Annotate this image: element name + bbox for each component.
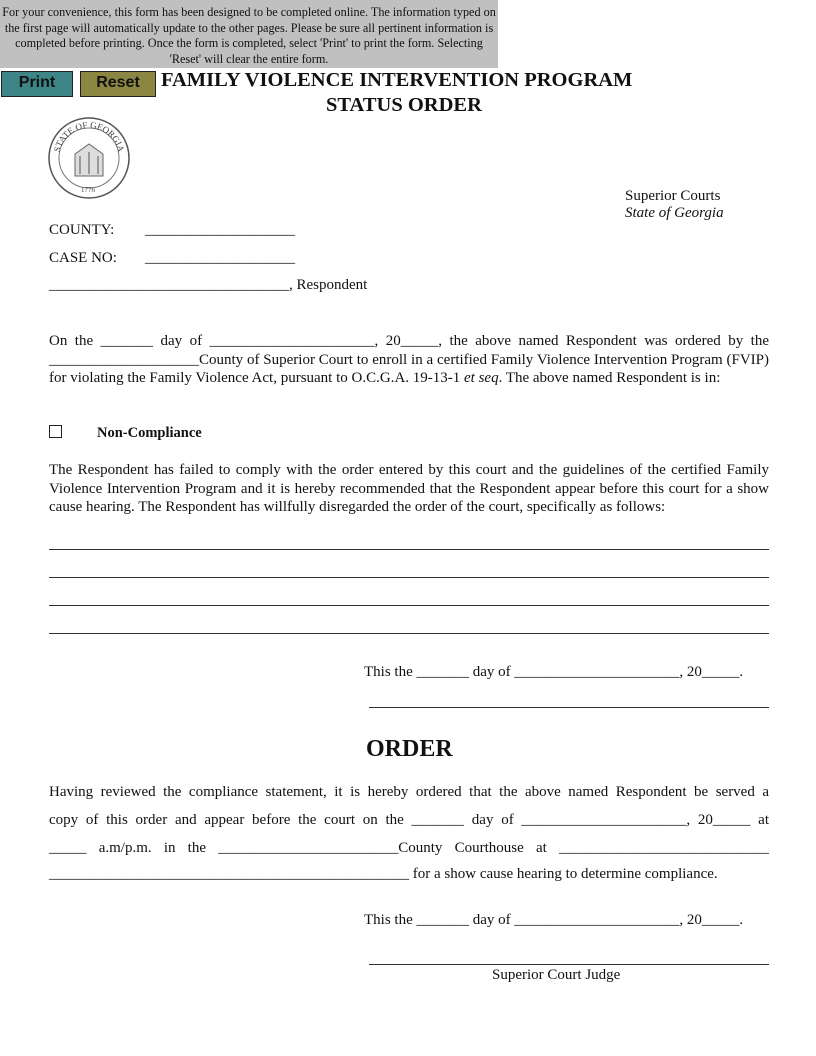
non-compliance-label: Non-Compliance [97, 425, 202, 441]
date-line-1[interactable]: This the _______ day of ______________________, 20_____. [364, 664, 744, 680]
explanation-line-1[interactable] [49, 549, 769, 550]
explanation-line-4[interactable] [49, 633, 769, 634]
georgia-seal-icon [47, 116, 131, 200]
reset-button[interactable]: Reset [80, 71, 156, 97]
order-line-1: Having reviewed the compliance statement, it is hereby ordered that the above named Respondent be served a [49, 784, 769, 800]
svg-text:1776: 1776 [81, 186, 95, 194]
date-line-2[interactable]: This the _______ day of ______________________, 20_____. [364, 912, 744, 928]
judge-label: Superior Court Judge [492, 967, 621, 983]
respondent-field[interactable]: ________________________________, Respondent [49, 277, 368, 293]
instructions-notice: For your convenience, this form has been designed to be completed online. The information typed on the first page will automatically update to the other pages. Please be sure all pertinent information is completed before printing. Once the form is completed, select 'Print' to print the form. Selecting 'Reset' will clear the entire form. [0, 0, 498, 68]
form-title: FAMILY VIOLENCE INTERVENTION PROGRAM [161, 69, 633, 91]
county-label: COUNTY: [49, 222, 115, 238]
case-number-label: CASE NO: [49, 250, 117, 266]
order-heading: ORDER [366, 736, 453, 762]
intro-text-end: . The above named Respondent is in: [498, 370, 721, 387]
form-subtitle: STATUS ORDER [326, 94, 482, 116]
explanation-line-3[interactable] [49, 605, 769, 606]
non-compliance-checkbox[interactable] [49, 425, 62, 438]
intro-paragraph [49, 332, 769, 388]
svg-text:STATE OF GEORGIA: STATE OF GEORGIA [51, 119, 127, 153]
signature-line-1[interactable] [369, 707, 769, 708]
explanation-line-2[interactable] [49, 577, 769, 578]
order-line-3[interactable]: _____ a.m/p.m. in the ________________________County Courthouse at ____________________________ [49, 840, 769, 856]
court-name: Superior Courts [625, 188, 721, 204]
case-number-field[interactable]: ____________________ [145, 250, 295, 266]
order-line-4[interactable]: ________________________________________________ for a show cause hearing to determine compliance. [49, 866, 718, 882]
court-state: State of Georgia [625, 205, 724, 221]
judge-signature-line[interactable] [369, 964, 769, 965]
non-compliance-text: The Respondent has failed to comply with the order entered by this court and the guidelines of the certified Family Violence Intervention Program and it is hereby recommended that the Respondent appear before this court for a show cause hearing. The Respondent has willfully disregarded the order of the court, specifically as follows: [49, 462, 769, 516]
print-button[interactable]: Print [1, 71, 73, 97]
et-seq: et seq [464, 370, 499, 387]
order-line-2[interactable]: copy of this order and appear before the court on the _______ day of ______________________, 20_____ at [49, 812, 769, 828]
intro-text: On the _______ day of ______________________, 20_____, the above named Respondent was ordered by the ____________________County of Superior Court to enroll in a certified Family Violence Intervention Program (FVIP) for violating the Family Violence Act, pursuant to O.C.G.A. 19-13-1 [49, 333, 769, 387]
county-field[interactable]: ____________________ [145, 222, 295, 238]
